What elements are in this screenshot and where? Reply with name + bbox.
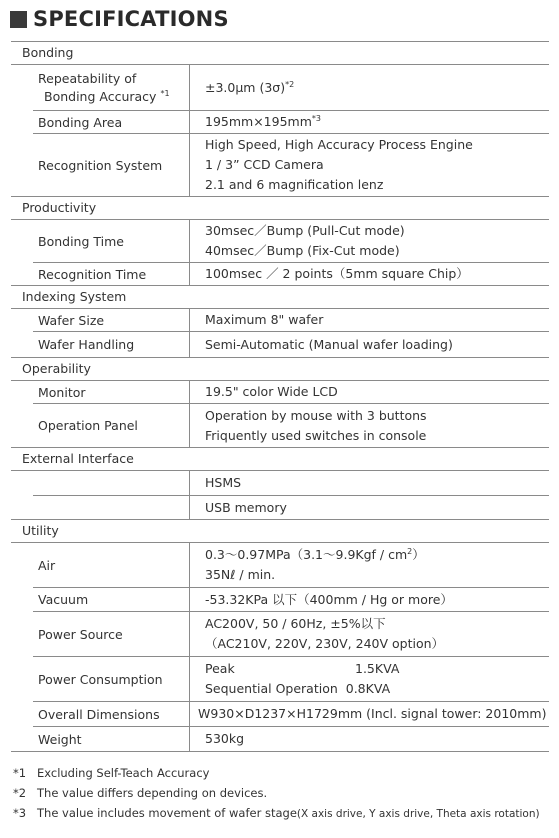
spec-value [190, 381, 549, 403]
section-operability [11, 357, 549, 447]
superscript: 2 [407, 547, 413, 556]
footnote-mark: *3 [311, 114, 321, 123]
spec-value-line: Operation by mouse with 3 buttons [205, 407, 427, 423]
spec-value [190, 657, 549, 701]
spec-label: Bonding Time [33, 220, 190, 262]
spec-value-text: 0.3～0.97MPa（3.1～9.9Kgf / cm [205, 547, 408, 562]
spec-value-line: USB memory [205, 499, 287, 515]
spec-value-line: W930×D1237×H1729mm (Incl. signal tower: 2010mm) [198, 706, 547, 721]
spec-value [190, 496, 549, 519]
spec-value-line: 30msec／Bump (Pull-Cut mode) [205, 223, 405, 238]
spec-label: Weight [33, 727, 190, 751]
spec-label [33, 471, 190, 495]
spec-value [190, 727, 549, 751]
spec-value [190, 65, 549, 110]
spec-value-text: ） [412, 547, 425, 562]
spec-value [190, 588, 549, 611]
spec-label: Recognition System [33, 134, 190, 196]
spec-value-line: 1 / 3” CCD Camera [205, 157, 324, 172]
footnote-mark: *1 [160, 88, 170, 98]
spec-row [33, 263, 549, 285]
spec-table [11, 41, 549, 752]
footnote-text: Excluding Self-Teach Accuracy [37, 766, 210, 780]
footnote-mark: *2 [285, 79, 295, 89]
spec-value-text: Peak [205, 661, 235, 676]
section-utility [11, 519, 549, 752]
spec-value-text: 1.5KVA [355, 661, 400, 676]
spec-value [190, 702, 549, 726]
section-heading: Productivity [11, 197, 549, 220]
spec-label [33, 496, 190, 519]
spec-value-line: 40msec／Bump (Fix-Cut mode) [205, 243, 400, 258]
spec-value-line: （AC210V, 220V, 230V, 240V option） [205, 636, 445, 651]
spec-row [33, 111, 549, 134]
spec-value [190, 404, 549, 447]
spec-row [33, 381, 549, 404]
footnotes [13, 763, 540, 823]
spec-row [33, 727, 549, 751]
title-square-icon [10, 11, 27, 28]
section-indexing [11, 285, 549, 357]
spec-label: Vacuum [33, 588, 190, 611]
section-heading: Utility [11, 520, 549, 543]
spec-label: Operation Panel [33, 404, 190, 447]
spec-row [33, 496, 549, 519]
spec-row [33, 134, 549, 196]
section-productivity [11, 196, 549, 285]
spec-label [33, 65, 190, 110]
spec-row [33, 543, 549, 588]
spec-row [33, 657, 549, 702]
spec-value [190, 612, 549, 656]
spec-row [33, 588, 549, 612]
spec-value-line: 530kg [205, 731, 245, 746]
footnote [13, 783, 540, 803]
spec-row [33, 332, 549, 357]
footnote-mark: *3 [13, 806, 27, 820]
spec-label: Power Consumption [33, 657, 190, 701]
spec-label: Air [33, 543, 190, 587]
spec-value-line: Semi-Automatic (Manual wafer loading) [205, 336, 453, 352]
spec-value-line: -53.32KPa 以下（400mm / Hg or more） [205, 591, 453, 607]
spec-row [33, 612, 549, 657]
footnote-text: The value differs depending on devices. [37, 786, 268, 800]
spec-label: Monitor [33, 381, 190, 403]
spec-value [190, 220, 549, 262]
spec-value-line [205, 545, 549, 565]
section-bonding [11, 41, 549, 196]
spec-value-line: HSMS [205, 475, 242, 490]
title-text: SPECIFICATIONS [33, 7, 229, 31]
spec-value-line: High Speed, High Accuracy Process Engine [205, 137, 473, 152]
spec-label-line: Repeatability of [38, 70, 137, 86]
spec-value-line: 100msec ／ 2 points（5mm square Chip） [205, 266, 469, 281]
spec-value-line: Maximum 8" wafer [205, 312, 324, 327]
section-heading: Operability [11, 358, 549, 381]
spec-value [190, 263, 549, 285]
footnote-text: The value includes movement of wafer stage [37, 806, 297, 820]
spec-value [190, 543, 549, 587]
spec-row [33, 702, 549, 727]
spec-value [190, 111, 549, 133]
spec-value [190, 309, 549, 331]
section-heading: Bonding [11, 42, 549, 65]
spec-value-text: ±3.0μm (3σ) [205, 79, 286, 95]
spec-value-line: AC200V, 50 / 60Hz, ±5%以下 [205, 616, 386, 631]
spec-value-line: 35Nℓ / min. [205, 567, 276, 582]
footnote-mark: *1 [13, 766, 27, 780]
spec-label: Wafer Size [33, 309, 190, 331]
spec-row [33, 309, 549, 332]
spec-label-line [38, 88, 170, 106]
spec-label-text: Bonding Accuracy [44, 88, 157, 104]
spec-value-line: 19.5" color Wide LCD [205, 384, 338, 399]
spec-label: Bonding Area [33, 111, 190, 133]
spec-value [190, 134, 549, 196]
spec-value-line: Friquently used switches in console [205, 427, 427, 443]
spec-row [33, 220, 549, 263]
section-heading: Indexing System [11, 286, 549, 309]
section-heading: External Interface [11, 448, 549, 471]
page-title [10, 4, 229, 34]
spec-row [33, 471, 549, 496]
spec-value [190, 332, 549, 357]
footnote [13, 763, 540, 783]
spec-label: Recognition Time [33, 263, 190, 285]
spec-value-text: 0.8KVA [345, 681, 391, 696]
footnote-mark: *2 [13, 786, 27, 800]
spec-row [33, 65, 549, 111]
footnote-text-small: (X axis drive, Y axis drive, Theta axis rotation) [296, 808, 540, 820]
spec-value-line [205, 679, 549, 699]
spec-label: Power Source [33, 612, 190, 656]
spec-value-line: 2.1 and 6 magnification lenz [205, 177, 384, 192]
spec-label: Wafer Handling [33, 332, 190, 357]
spec-row [33, 404, 549, 447]
spec-value-text: Sequential Operation [205, 681, 338, 696]
section-external-interface [11, 447, 549, 519]
spec-value [190, 471, 549, 495]
footnote [13, 803, 540, 823]
spec-label: Overall Dimensions [33, 702, 190, 726]
spec-value-line [205, 659, 549, 679]
spec-value-text: 195mm×195mm [205, 114, 312, 129]
